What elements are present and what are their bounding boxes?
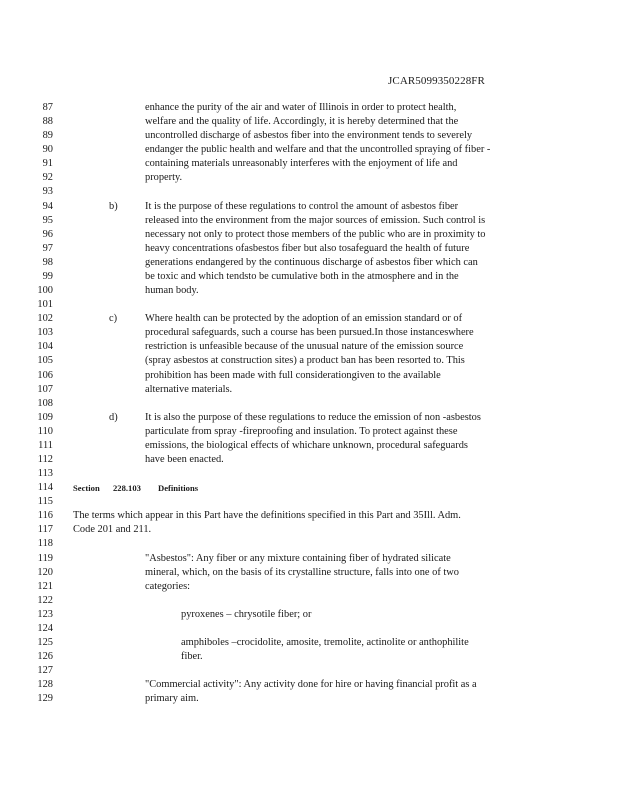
section-number: 228.103 — [113, 483, 141, 494]
document-line — [0, 214, 618, 228]
line-number: 110 — [37, 425, 53, 437]
line-text: containing materials unreasonably interferes with the enjoyment of life and — [145, 158, 458, 170]
line-number: 113 — [37, 468, 53, 480]
line-text: procedural safeguards, such a course has been pursued.In those instanceswhere — [145, 327, 474, 339]
document-line — [0, 692, 618, 706]
document-line — [0, 664, 618, 678]
line-number: 98 — [42, 256, 53, 268]
document-line — [0, 608, 618, 622]
line-number: 94 — [42, 200, 53, 212]
line-text: pyroxenes – chrysotile fiber; or — [181, 608, 312, 620]
line-text: It is the purpose of these regulations to control the amount of asbestos fiber — [145, 200, 459, 212]
document-line — [0, 171, 618, 185]
document-line — [0, 200, 618, 214]
document-line — [0, 383, 618, 397]
document-line — [0, 566, 618, 580]
document-line — [0, 185, 618, 199]
line-text: human body. — [145, 285, 199, 297]
line-number: 121 — [37, 580, 53, 592]
line-text: emissions, the biological effects of whichare unknown, procedural safeguards — [145, 439, 468, 451]
document-line — [0, 157, 618, 171]
line-number: 118 — [37, 538, 53, 550]
line-text: primary aim. — [145, 693, 199, 705]
line-number: 111 — [38, 439, 53, 451]
line-text: restriction is unfeasible because of the unusual nature of the emission source — [145, 341, 464, 353]
line-number: 101 — [37, 299, 53, 311]
line-number: 100 — [37, 285, 53, 297]
line-text: It is also the purpose of these regulations to reduce the emission of non -asbestos — [145, 411, 481, 423]
document-line — [0, 467, 618, 481]
line-text: released into the environment from the major sources of emission. Such control is — [145, 214, 486, 226]
document-line — [0, 650, 618, 664]
document-line — [0, 453, 618, 467]
line-number: 99 — [42, 270, 53, 282]
line-number: 103 — [37, 327, 53, 339]
document-line — [0, 270, 618, 284]
line-text: alternative materials. — [145, 383, 233, 395]
document-line — [0, 622, 618, 636]
line-number: 122 — [37, 594, 53, 606]
line-number: 108 — [37, 397, 53, 409]
line-number: 109 — [37, 411, 53, 423]
subsection-marker: d) — [109, 411, 118, 423]
document-id: JCAR5099350228FR — [388, 75, 485, 87]
line-number: 89 — [42, 130, 53, 142]
line-number: 123 — [37, 608, 53, 620]
line-number: 105 — [37, 355, 53, 367]
document-line — [0, 354, 618, 368]
line-number: 128 — [37, 679, 53, 691]
line-text: uncontrolled discharge of asbestos fiber into the environment tends to severely — [145, 130, 473, 142]
line-text: Where health can be protected by the adoption of an emission standard or of — [145, 313, 463, 325]
line-number: 114 — [37, 482, 53, 494]
document-line — [0, 594, 618, 608]
document-line — [0, 101, 618, 115]
line-number: 88 — [42, 116, 53, 128]
line-text: endanger the public health and welfare and that the uncontrolled spraying of fiber - — [145, 144, 491, 156]
document-line — [0, 481, 618, 495]
line-number: 117 — [37, 524, 53, 536]
line-number: 124 — [37, 622, 53, 634]
document-line — [0, 411, 618, 425]
line-number: 96 — [42, 228, 53, 240]
line-text: Code 201 and 211. — [73, 524, 152, 536]
line-text: amphiboles –crocidolite, amosite, tremolite, actinolite or anthophilite — [181, 637, 469, 649]
line-number: 129 — [37, 693, 53, 705]
line-number: 102 — [37, 313, 53, 325]
document-line — [0, 340, 618, 354]
line-number: 106 — [37, 369, 53, 381]
line-number: 95 — [42, 214, 53, 226]
line-text: heavy concentrations ofasbestos fiber but also tosafeguard the health of future — [145, 242, 470, 254]
document-line — [0, 312, 618, 326]
document-line — [0, 242, 618, 256]
document-line — [0, 397, 618, 411]
document-line — [0, 369, 618, 383]
document-line — [0, 256, 618, 270]
line-number: 116 — [37, 510, 53, 522]
line-number: 97 — [42, 242, 53, 254]
line-number: 91 — [42, 158, 53, 170]
document-line — [0, 552, 618, 566]
document-line — [0, 523, 618, 537]
line-number: 107 — [37, 383, 53, 395]
line-number: 127 — [37, 665, 53, 677]
line-text: "Commercial activity": Any activity done for hire or having financial profit as a — [145, 679, 477, 691]
document-line — [0, 425, 618, 439]
line-text: be toxic and which tendsto be cumulative both in the atmosphere and in the — [145, 270, 459, 282]
document-line — [0, 129, 618, 143]
line-text: particulate from spray -fireproofing and insulation. To protect against these — [145, 425, 458, 437]
document-line — [0, 228, 618, 242]
line-text: necessary not only to protect those members of the public who are in proximity to — [145, 228, 486, 240]
line-number: 120 — [37, 566, 53, 578]
line-text: The terms which appear in this Part have the definitions specified in this Part and 35Ill. Adm. — [73, 510, 461, 522]
document-line — [0, 284, 618, 298]
document-line — [0, 678, 618, 692]
line-text: generations endangered by the continuous discharge of asbestos fiber which can — [145, 256, 478, 268]
document-line — [0, 143, 618, 157]
document-line — [0, 495, 618, 509]
line-text: "Asbestos": Any fiber or any mixture containing fiber of hydrated silicate — [145, 552, 451, 564]
line-number: 93 — [42, 186, 53, 198]
line-number: 87 — [42, 102, 53, 113]
line-number: 112 — [37, 454, 53, 465]
document-line — [0, 326, 618, 340]
document-line — [0, 509, 618, 523]
document-line — [0, 439, 618, 453]
section-label: Section — [73, 483, 100, 494]
line-number: 92 — [42, 172, 53, 184]
document-line — [0, 115, 618, 129]
line-text: enhance the purity of the air and water of Illinois in order to protect health, — [145, 102, 457, 113]
line-text: property. — [145, 172, 183, 184]
line-text: fiber. — [181, 651, 203, 663]
subsection-marker: b) — [109, 200, 118, 212]
section-title: Definitions — [158, 483, 199, 494]
line-number: 126 — [37, 651, 53, 663]
subsection-marker: c) — [109, 313, 118, 325]
line-text: welfare and the quality of life. Accordingly, it is hereby determined that the — [145, 116, 459, 128]
line-text: have been enacted. — [145, 454, 224, 465]
document-line — [0, 537, 618, 551]
line-number: 119 — [37, 552, 53, 564]
line-text: categories: — [145, 580, 191, 592]
line-text: prohibition has been made with full considerationgiven to the available — [145, 369, 441, 381]
document-line — [0, 580, 618, 594]
line-number: 125 — [37, 637, 53, 649]
document-line — [0, 636, 618, 650]
line-number: 104 — [37, 341, 53, 353]
line-number: 115 — [37, 496, 53, 508]
document-line — [0, 298, 618, 312]
line-text: mineral, which, on the basis of its crystalline structure, falls into one of two — [145, 566, 459, 578]
line-text: (spray asbestos at construction sites) a product ban has been resorted to. This — [145, 355, 465, 367]
line-number: 90 — [42, 144, 53, 156]
